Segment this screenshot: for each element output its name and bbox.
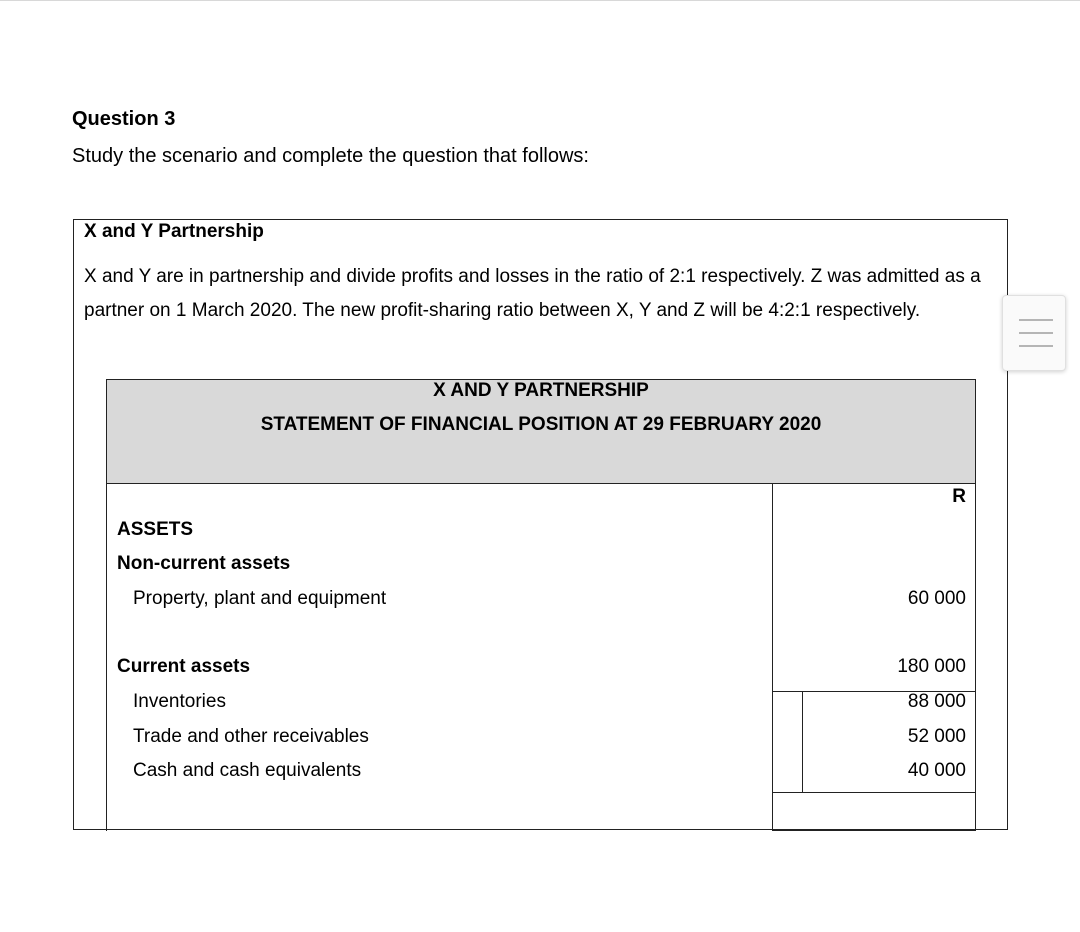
total-rule-top [772,792,975,793]
row-label-non-current-assets: Non-current assets [117,553,291,574]
amount-column-divider [772,484,773,831]
top-divider [0,0,1080,1]
scenario-heading: X and Y Partnership [84,221,264,242]
statement-subtitle: STATEMENT OF FINANCIAL POSITION AT 29 FEBRUARY 2020 [260,414,822,435]
question-instruction: Study the scenario and complete the question that follows: [72,145,589,167]
row-label-receivables: Trade and other receivables [133,726,369,747]
row-label-ppe: Property, plant and equipment [133,588,387,609]
row-label-current-assets: Current assets [117,656,251,677]
row-label-inventories: Inventories [133,691,226,712]
currency-header: R [952,486,966,507]
row-label-cash: Cash and cash equivalents [133,760,362,781]
amount-receivables: 52 000 [907,726,966,747]
amount-cash: 40 000 [907,760,966,781]
question-title: Question 3 [72,108,176,130]
row-label-assets: ASSETS [117,519,194,540]
scenario-text: X and Y are in partnership and divide profits and losses in the ratio of 2:1 respectively. Z was admitted as a partner on 1 March 2020. The new profit-sharing ratio between X, Y and Z will be 4:2:1 respectively. [84,266,981,321]
amount-ppe: 60 000 [907,588,966,609]
sub-amount-divider [802,691,803,792]
total-rule-bottom [772,829,975,831]
side-menu-button[interactable] [1002,295,1066,371]
amount-current-assets: 180 000 [897,656,966,677]
amount-inventories: 88 000 [907,691,966,712]
statement-title: X AND Y PARTNERSHIP [433,380,649,401]
